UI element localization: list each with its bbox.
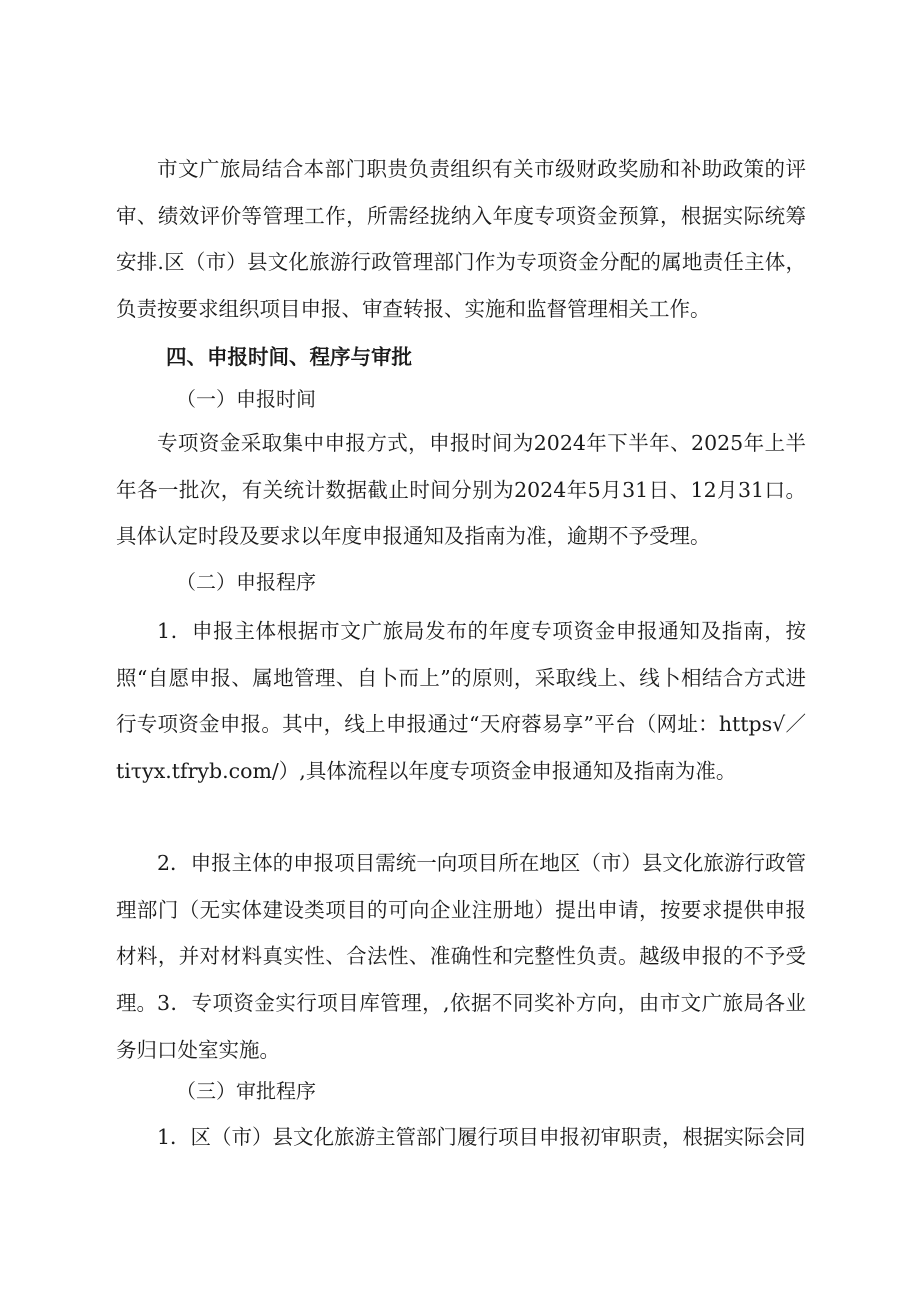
subheading-application-time: （一）申报时间 <box>176 387 316 411</box>
list-item-procedure-1: 1．申报主体根据市文广旅局发布的年度专项资金申报通知及指南，按照“自愿申报、属地管理、自卜而上”的原则，采取线上、线卜相结合方式进行专项资金申报。其中，线上申报通过“天府蓉易享”平台（网址：https√／tiτyx.tfryb.com/）,具体流程以年度专项资金申报通知及指南为准。 <box>116 619 806 783</box>
list-item-procedure-3: 3．专项资金实行项目库管理，,依据不同奖补方向，由市文广旅局各业务归口处室实施。 <box>116 991 806 1062</box>
section-heading-application: 四、申报时间、程序与审批 <box>166 345 412 369</box>
paragraph-funding-responsibility: 市文广旅局结合本部门职贵负责组织有关市级财政奖励和补助政策的评审、绩效评价等管理工作，所需经拢纳入年度专项资金预算，根据实际统筹安排.区（市）县文化旅游行政管理部门作为专项资金分配的属地责任主体，负责按要求组织项目申报、审查转报、实施和监督管理相关工作。 <box>116 157 806 321</box>
paragraph-application-time: 专项资金采取集中申报方式，申报时间为2024年下半年、2025年上半年各一批次，有关统计数据截止时间分别为2024年5月31日、12月31口。具体认定时段及要求以年度申报通知及指南为准，逾期不予受理。 <box>116 431 806 548</box>
subheading-application-procedure: （二）申报程序 <box>176 570 316 594</box>
list-item-procedure-2: 2．申报主体的申报项目需统一向项目所在地区（市）县文化旅游行政管理部门（无实体建设类项目的可向企业注册地）提出申请，按要求提供申报材料，并对材料真实性、合法性、准确性和完整性负责。越级申报的不予受理。 <box>116 851 806 1015</box>
list-item-approval-1: 1．区（市）县文化旅游主管部门履行项目申报初审职责，根据实际会同 <box>157 1125 806 1149</box>
subheading-approval-procedure: （三）审批程序 <box>176 1079 316 1103</box>
